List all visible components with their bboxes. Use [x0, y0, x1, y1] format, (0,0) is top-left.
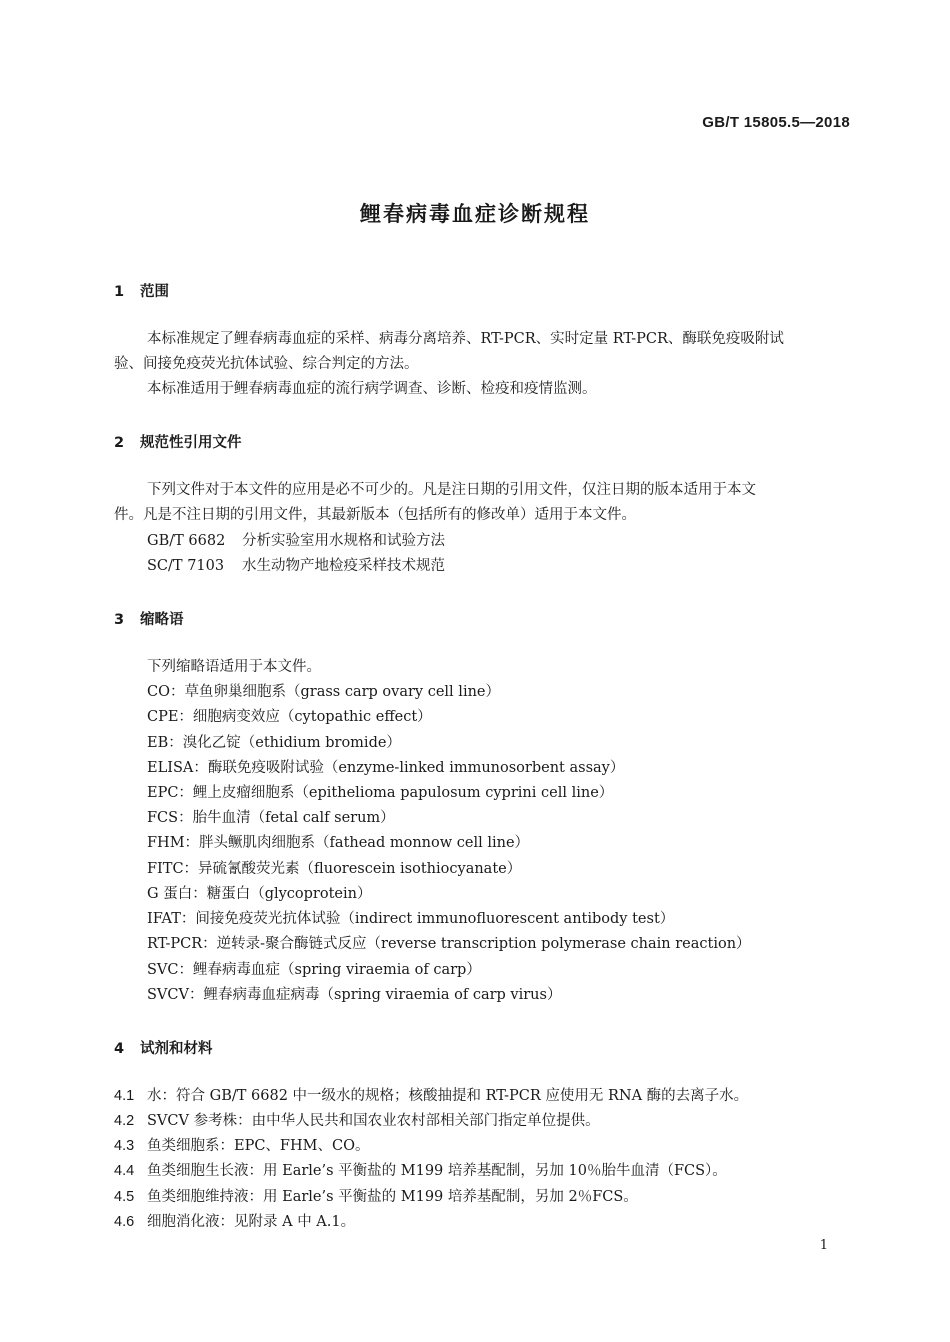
abbreviation-item: ELISA：酶联免疫吸附试验（enzyme-linked immunosorbent assay） — [147, 760, 625, 776]
section-title: 范围 — [140, 284, 169, 300]
item-text: 鱼类细胞生长液：用 Earle’s 平衡盐的 M199 培养基配制，另加 10％胎牛血清（FCS）。 — [147, 1163, 727, 1179]
section-number: 3 — [114, 612, 125, 628]
scope-paragraph-line: 验、间接免疫荧光抗体试验、综合判定的方法。 — [114, 356, 419, 372]
section-heading-abbreviations — [114, 608, 184, 629]
item-text: 鱼类细胞系：EPC、FHM、CO。 — [147, 1138, 370, 1154]
abbreviation-item: SVC：鲤春病毒血症（spring viraemia of carp） — [147, 962, 481, 978]
abbreviation-item: FHM：胖头鳜肌肉细胞系（fathead monnow cell line） — [147, 835, 530, 851]
abbreviation-item: EPC：鲤上皮瘤细胞系（epithelioma papulosum cyprini cell line） — [147, 785, 614, 801]
section-heading-reagents — [114, 1037, 213, 1058]
section-heading-scope — [114, 280, 169, 301]
abbreviation-item: CPE：细胞病变效应（cytopathic effect） — [147, 709, 432, 725]
reference-code: GB/T 6682 — [147, 533, 226, 549]
section-title: 规范性引用文件 — [140, 435, 242, 451]
normative-paragraph-line: 件。凡是不注日期的引用文件，其最新版本（包括所有的修改单）适用于本文件。 — [114, 507, 636, 523]
normative-paragraph-line: 下列文件对于本文件的应用是必不可少的。凡是注日期的引用文件，仅注日期的版本适用于本文 — [147, 482, 756, 498]
abbreviation-item: IFAT：间接免疫荧光抗体试验（indirect immunofluorescent antibody test） — [147, 911, 675, 927]
abbreviation-intro: 下列缩略语适用于本文件。 — [147, 659, 321, 675]
scope-paragraph-line: 本标准规定了鲤春病毒血症的采样、病毒分离培养、RT-PCR、实时定量 RT-PCR、酶联免疫吸附试 — [147, 331, 784, 347]
reference-title: 水生动物产地检疫采样技术规范 — [242, 558, 445, 574]
abbreviation-item: FCS：胎牛血清（fetal calf serum） — [147, 810, 395, 826]
reference-title: 分析实验室用水规格和试验方法 — [242, 533, 445, 549]
section-number: 2 — [114, 435, 125, 451]
page-number: 1 — [819, 1238, 828, 1253]
reagent-item — [114, 1188, 638, 1206]
abbreviation-item: FITC：异硫氰酸荧光素（fluorescein isothiocyanate） — [147, 861, 522, 877]
abbreviation-item: RT-PCR：逆转录-聚合酶链式反应（reverse transcription polymerase chain reaction） — [147, 936, 751, 952]
item-text: 鱼类细胞维持液：用 Earle’s 平衡盐的 M199 培养基配制，另加 2％FCS。 — [147, 1189, 638, 1205]
reagent-item — [114, 1137, 369, 1155]
section-number: 4 — [114, 1041, 125, 1057]
item-number: 4.3 — [114, 1138, 135, 1154]
abbreviation-item: CO：草鱼卵巢细胞系（grass carp ovary cell line） — [147, 684, 500, 700]
item-number: 4.2 — [114, 1113, 135, 1129]
section-title: 缩略语 — [140, 612, 184, 628]
section-number: 1 — [114, 284, 125, 300]
item-text: 水：符合 GB/T 6682 中一级水的规格；核酸抽提和 RT-PCR 应使用无 RNA 酶的去离子水。 — [147, 1088, 749, 1104]
item-text: 细胞消化液：见附录 A 中 A.1。 — [147, 1214, 356, 1230]
item-number: 4.5 — [114, 1189, 135, 1205]
reference-code: SC/T 7103 — [147, 558, 225, 574]
reagent-item — [114, 1162, 727, 1180]
standard-code: GB/T 15805.5—2018 — [702, 114, 850, 131]
reagent-item — [114, 1087, 748, 1105]
reagent-item — [114, 1112, 600, 1130]
reference-item — [147, 557, 445, 575]
section-heading-normative — [114, 431, 242, 452]
abbreviation-item: G 蛋白：糖蛋白（glycoprotein） — [147, 886, 372, 902]
scope-paragraph: 本标准适用于鲤春病毒血症的流行病学调查、诊断、检疫和疫情监测。 — [147, 381, 597, 397]
item-text: SVCV 参考株：由中华人民共和国农业农村部相关部门指定单位提供。 — [147, 1113, 600, 1129]
item-number: 4.6 — [114, 1214, 135, 1230]
reference-item — [147, 532, 445, 550]
item-number: 4.1 — [114, 1088, 135, 1104]
abbreviation-item: SVCV：鲤春病毒血症病毒（spring viraemia of carp virus） — [147, 987, 562, 1003]
item-number: 4.4 — [114, 1163, 135, 1179]
abbreviation-item: EB：溴化乙锭（ethidium bromide） — [147, 735, 401, 751]
reagent-item — [114, 1213, 355, 1231]
section-title: 试剂和材料 — [140, 1041, 213, 1057]
document-title: 鲤春病毒血症诊断规程 — [360, 202, 590, 226]
